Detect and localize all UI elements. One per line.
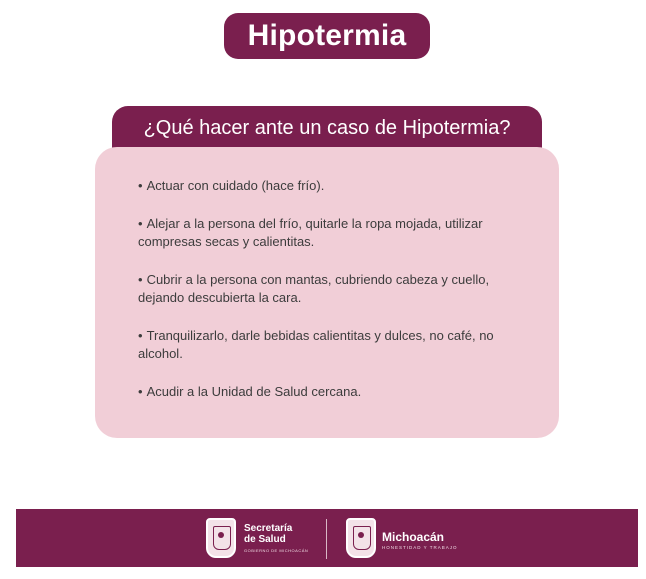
salud-logo-line2: de Salud bbox=[244, 534, 286, 545]
tip-item bbox=[138, 271, 519, 307]
salud-logo-sub: GOBIERNO DE MICHOACÁN bbox=[244, 548, 309, 553]
tips-card bbox=[95, 147, 559, 438]
footer-banner bbox=[16, 509, 638, 567]
bullet-icon: • bbox=[138, 216, 143, 231]
bullet-icon: • bbox=[138, 178, 143, 193]
tips-list bbox=[138, 177, 519, 401]
tip-text: Tranquilizarlo, darle bebidas calientitas y dulces, no café, no alcohol. bbox=[138, 328, 494, 361]
tip-item bbox=[138, 383, 519, 401]
michoacan-logo-sub: HONESTIDAD Y TRABAJO bbox=[382, 545, 458, 550]
tip-item bbox=[138, 327, 519, 363]
tip-text: Cubrir a la persona con mantas, cubriendo cabeza y cuello, dejando descubierta la cara. bbox=[138, 272, 490, 305]
michoacan-crest-icon bbox=[346, 518, 376, 558]
bullet-icon: • bbox=[138, 272, 143, 287]
tip-text: Acudir a la Unidad de Salud cercana. bbox=[146, 384, 362, 399]
footer-divider bbox=[326, 519, 327, 559]
tip-item bbox=[138, 215, 519, 251]
bullet-icon: • bbox=[138, 384, 143, 399]
tip-text: Actuar con cuidado (hace frío). bbox=[146, 178, 325, 193]
tip-item bbox=[138, 177, 519, 195]
tip-text: Alejar a la persona del frío, quitarle la ropa mojada, utilizar compresas secas y calientitas. bbox=[138, 216, 483, 249]
michoacan-logo-text: Michoacán bbox=[382, 530, 445, 544]
michoacan-crest-icon bbox=[206, 518, 236, 558]
page-title: Hipotermia bbox=[224, 13, 430, 59]
salud-logo-line1: Secretaría bbox=[244, 523, 293, 534]
section-header: ¿Qué hacer ante un caso de Hipotermia? bbox=[112, 106, 542, 150]
bullet-icon: • bbox=[138, 328, 143, 343]
